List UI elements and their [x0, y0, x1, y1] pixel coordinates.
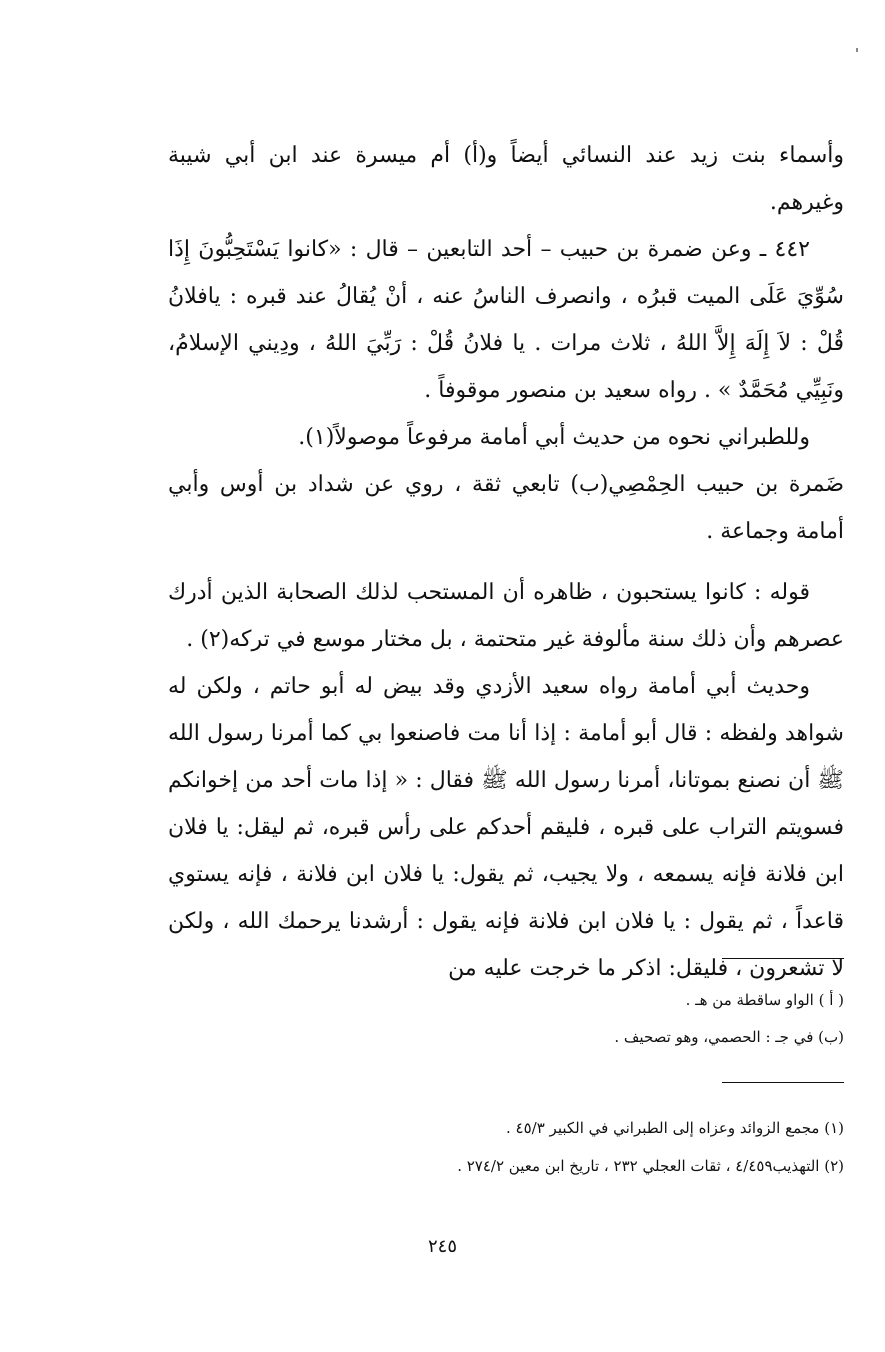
footnote-divider-numbers [722, 1082, 844, 1083]
paragraph-1: وأسماء بنت زيد عند النسائي أيضاً و(أ) أم ميسرة عند ابن أبي شيبة وغيرهم. [168, 143, 844, 215]
paragraph-narrator-bio: ضَمرة بن حبيب الحِمْصِي(ب) تابعي ثقة ، روي عن شداد بن أوس وأبي أمامة وجماعة . [168, 472, 844, 544]
footnote-alif: ( أ ) الواو ساقطة من هـ . [685, 991, 844, 1009]
scan-mark [856, 48, 858, 52]
paragraph-commentary: قوله : كانوا يستحبون ، ظاهره أن المستحب لذلك الصحابة الذين أدرك عصرهم وأن ذلك سنة مألوفة غير متحتمة ، بل مختار موسع في تركه(٢) . [168, 580, 844, 652]
paragraph-hadith-442: ٤٤٢ ـ وعن ضمرة بن حبيب – أحد التابعين – قال : «كانوا يَسْتَحِبُّونَ إِذَا سُوِّيَ عَلَى الميت قبرُه ، وانصرف الناسُ عنه ، أنْ يُقالُ عند قبره : يافلانُ قُلْ : لاَ إِلَهَ إِلاَّ اللهُ ، ثلاث مرات . يا فلانُ قُلْ : رَبِّيَ اللهُ ، ودِيني الإسلامُ، ونَبِيِّي مُحَمَّدٌ » . رواه سعيد بن منصور موقوفاً . [168, 237, 844, 403]
footnotes-references [168, 1118, 844, 1176]
footnote-divider-letters [722, 958, 844, 959]
paragraph-tabarani: وللطبراني نحوه من حديث أبي أمامة مرفوعاً موصولاً(١). [298, 425, 810, 450]
footnote-2: (٢) التهذيب٤/٤٥٩ ، ثقات العجلي ٢٣٢ ، تاريخ ابن معين ٢٧٤/٢ . [457, 1157, 844, 1175]
main-text [168, 132, 844, 992]
page-number: ٢٤٥ [427, 1236, 457, 1257]
paragraph-abu-umama: وحديث أبي أمامة رواه سعيد الأزدي وقد بيض له أبو حاتم ، ولكن له شواهد ولفظه : قال أبو أمامة : إذا أنا مت فاصنعوا بي كما أمرنا رسول الله ﷺ أن نصنع بموتانا، أمرنا رسول الله ﷺ فقال : « إذا مات أحد من إخوانكم فسويتم التراب على قبره ، فليقم أحدكم على رأس قبره، ثم ليقل: يا فلان ابن فلانة فإنه يسمعه ، ولا يجيب، ثم يقول: يا فلان ابن فلانة ، فإنه يستوي قاعداً ، ثم يقول : يا فلان ابن فلانة فإنه يقول : أرشدنا يرحمك الله ، ولكن لا تشعرون ، فليقل: اذكر ما خرجت عليه من [168, 674, 844, 981]
footnotes-variant-readings [168, 990, 844, 1047]
footnote-1: (١) مجمع الزوائد وعزاه إلى الطبراني في الكبير ٤٥/٣ . [506, 1119, 844, 1137]
footnote-ba: (ب) في جـ : الحصمي، وهو تصحيف . [614, 1028, 844, 1046]
